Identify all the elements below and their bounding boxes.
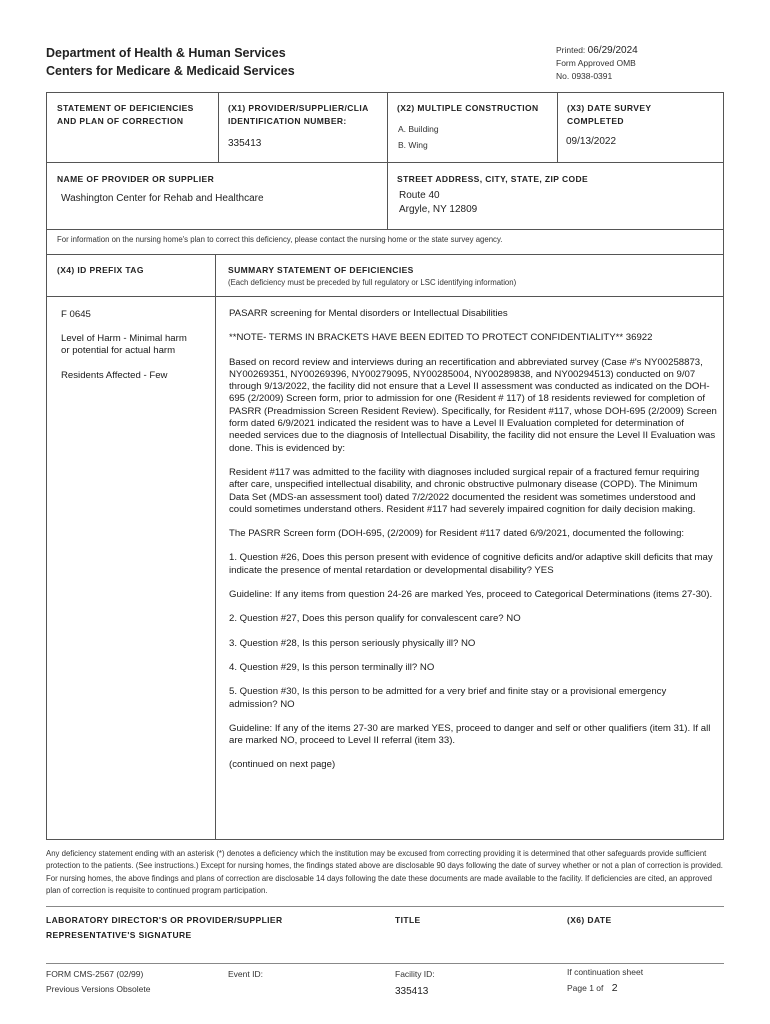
row1-bottom-border: [46, 162, 724, 163]
row1-divider-3: [557, 92, 558, 162]
address-line-1: Route 40: [399, 190, 440, 201]
facility-id-value: 335413: [395, 986, 429, 997]
omb-number: No. 0938-0391: [556, 71, 613, 81]
x4-id-prefix-tag-label: (X4) ID PREFIX TAG: [57, 265, 144, 275]
footer-top-border: [46, 963, 724, 964]
summary-statement-body: [229, 308, 717, 781]
summary-paragraph: Guideline: If any of the items 27-30 are marked YES, proceed to danger and self or other qualifiers (item 31). If all are marked NO, proceed to Level II referral (item 33).: [229, 722, 711, 747]
table-bottom-border: [46, 839, 724, 840]
x3-date-survey-value: 09/13/2022: [566, 136, 617, 147]
department-title: Department of Health & Human Services: [46, 46, 286, 60]
summary-paragraph: 3. Question #28, Is this person seriously physically ill? NO: [229, 637, 476, 649]
form-top-border: [46, 92, 724, 93]
table-column-divider: [215, 254, 216, 839]
summary-paragraph: 4. Question #29, Is this person terminally ill? NO: [229, 661, 435, 673]
row1-divider-1: [218, 92, 219, 162]
level-of-harm-line-2: or potential for actual harm: [61, 345, 176, 357]
note-bottom-border: [46, 254, 724, 255]
provider-name-value: Washington Center for Rehab and Healthcare: [61, 193, 264, 204]
summary-paragraph: Guideline: If any items from question 24-26 are marked Yes, proceed to Categorical Determinations (items 27-30).: [229, 589, 713, 601]
form-approved: Form Approved OMB: [556, 58, 636, 68]
summary-statement-label: SUMMARY STATEMENT OF DEFICIENCIES: [228, 265, 414, 275]
level-of-harm: [61, 333, 187, 358]
summary-paragraph: The PASRR Screen form (DOH-695, (2/2009) for Resident #117 dated 6/9/2021, documented the following:: [229, 528, 685, 540]
page-indicator: [567, 982, 618, 994]
printed-line: [556, 45, 638, 56]
event-id-label: Event ID:: [228, 969, 263, 979]
x2-building: A. Building: [398, 124, 439, 134]
printed-date: 06/29/2024: [587, 45, 638, 56]
x3-date-survey-label: (X3) DATE SURVEY COMPLETED: [567, 103, 652, 126]
facility-id-label: Facility ID:: [395, 969, 435, 979]
summary-paragraph: **NOTE- TERMS IN BRACKETS HAVE BEEN EDITED TO PROTECT CONFIDENTIALITY** 36922: [229, 332, 653, 344]
street-address-label: STREET ADDRESS, CITY, STATE, ZIP CODE: [397, 174, 589, 184]
summary-paragraph: 5. Question #30, Is this person to be admitted for a very brief and finite stay or a provisional emergency admission? NO: [229, 686, 667, 710]
x1-provider-id-label: (X1) PROVIDER/SUPPLIER/CLIA IDENTIFICATION NUMBER:: [228, 103, 369, 126]
deficiency-disclaimer: Any deficiency statement ending with an asterisk (*) denotes a deficiency which the institution may be excused from correcting providing it is determined that other safeguards provide sufficient protection to the patients. (See instructions.) Except for nursing homes, the findings stated above are disclosable 90 days following the date of survey whether or not a plan of correction is provided. For nursing homes, the above findings and plans of correction are disclosable 14 days following the date these documents are made available to the facility. If deficiencies are cited, an approved plan of correction is requisite to continued program participation.: [46, 849, 723, 896]
director-signature-label: LABORATORY DIRECTOR'S OR PROVIDER/SUPPLIER REPRESENTATIVE'S SIGNATURE: [46, 915, 283, 940]
summary-statement-sublabel: (Each deficiency must be preceded by full regulatory or LSC identifying information): [228, 278, 517, 287]
statement-of-deficiencies-label: STATEMENT OF DEFICIENCIES AND PLAN OF CORRECTION: [57, 103, 194, 126]
summary-paragraph: PASARR screening for Mental disorders or Intellectual Disabilities: [229, 308, 508, 319]
x2-multiple-construction-label: (X2) MULTIPLE CONSTRUCTION: [397, 103, 539, 113]
continued-note: (continued on next page): [229, 759, 336, 771]
summary-paragraph: 1. Question #26, Does this person present with evidence of cognitive deficits and/or adaptive skill deficits that may indicate the presence of mental retardation or developmental disability? YES: [229, 552, 713, 576]
date-label: (X6) DATE: [567, 915, 612, 925]
address-line-2: Argyle, NY 12809: [399, 204, 478, 215]
table-head-bottom-border: [46, 296, 724, 297]
form-left-border: [46, 92, 47, 840]
summary-paragraph: Based on record review and interviews during an recertification and abbreviated survey (Case #'s NY00258873, NY00269351, NY00269396, NY00279095, NY00285004, NY00289838, and NY00294513) conducted on 9/07 through 9/13/2022, the facility did not ensure that a Level II assessment was conducted as indicated on the DOH-695 (2/2009) Screen form, prior to admission for one (Resident # 117) of 18 residents reviewed for completion of PASRR (Preadmission Screen Resident Review). Specifically, for Resident #117, whose DOH-695 (2/2009) Screen form dated 6/9/2021 indicated the resident was to have a Level II Evaluation completed for determination of needed services due to the diagnosis of Intellectual Disability, the facility did not ensure the Level II Evaluation was done. This is evidenced by:: [229, 356, 717, 454]
correction-plan-note: For information on the nursing home's plan to correct this deficiency, please contact the nursing home or the state survey agency.: [57, 235, 503, 244]
printed-label: Printed:: [556, 45, 586, 55]
provider-name-label: NAME OF PROVIDER OR SUPPLIER: [57, 174, 215, 184]
continuation-label: If continuation sheet: [567, 967, 644, 977]
previous-versions: Previous Versions Obsolete: [46, 984, 151, 994]
page-total: 2: [611, 982, 618, 994]
form-id: FORM CMS-2567 (02/99): [46, 969, 144, 979]
deficiency-tag-id: F 0645: [61, 309, 91, 320]
x2-wing: B. Wing: [398, 140, 428, 150]
level-of-harm-line-1: Level of Harm - Minimal harm: [61, 333, 187, 344]
summary-paragraph: Resident #117 was admitted to the facility with diagnoses included surgical repair of a fractured femur requiring after care, unspecified intellectual disability, and chronic obstructive pulmonary disease (COPD). The Minimum Data Set (MDS-an assessment tool) dated 7/2/2022 documented the resident was sometimes understood and could sometimes understand others. Resident #117 had severely impaired cognition for daily decision making.: [229, 466, 700, 515]
summary-paragraph: 2. Question #27, Does this person qualify for convalescent care? NO: [229, 613, 521, 625]
title-label: TITLE: [395, 915, 421, 925]
row2-bottom-border: [46, 229, 724, 230]
centers-title: Centers for Medicare & Medicaid Services: [46, 64, 295, 78]
page-label: Page 1 of: [567, 983, 604, 993]
residents-affected: Residents Affected - Few: [61, 370, 168, 381]
x1-provider-id-value: 335413: [228, 138, 262, 149]
row1-divider-2: [387, 92, 388, 229]
form-right-border: [723, 92, 724, 840]
signature-top-border: [46, 906, 724, 907]
